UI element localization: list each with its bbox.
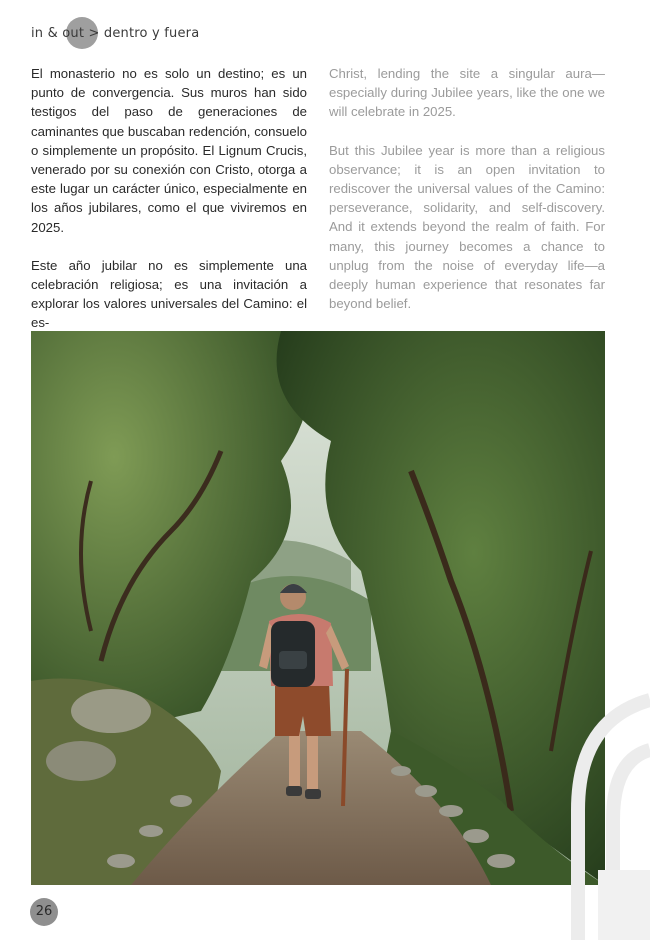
spanish-paragraph-2: Este año jubilar no es simplemente una celebración religiosa; es una invitación a explorar los valores universales del Camino: el es-	[31, 257, 307, 331]
page-number-text: 26	[35, 904, 53, 919]
english-paragraph-2: But this Jubilee year is more than a religious observance; it is an open invitation to rediscover the universal values of the Camino: perseverance, solidarity, and self-discovery. And it extends beyond the realm of faith. For many, this journey becomes a chance to unplug from the noise of everyday life—a deeply human experience that resonates far beyond belief.	[329, 142, 605, 312]
spanish-paragraph-1: El monasterio no es solo un destino; es un punto de convergencia. Sus muros han sido testigos del paso de generaciones de caminantes que buscaban redención, consuelo o simplemente un propósito. El Lignum Crucis, venerado por su conexión con Cristo, otorga a este lugar un carácter único, especialmente en los años jubilares, como el que viviremos en 2025.	[31, 66, 307, 235]
decorative-arch-graphic	[558, 690, 650, 940]
english-paragraph-1: Christ, lending the site a singular aura—especially during Jubilee years, like the one we will celebrate in 2025.	[329, 66, 605, 120]
spanish-column	[31, 64, 307, 352]
section-label-text: in & out > dentro y fuera	[31, 26, 200, 41]
section-label	[31, 22, 199, 46]
page-number	[30, 898, 58, 926]
english-column	[329, 64, 605, 332]
hiker-photo	[31, 331, 605, 885]
